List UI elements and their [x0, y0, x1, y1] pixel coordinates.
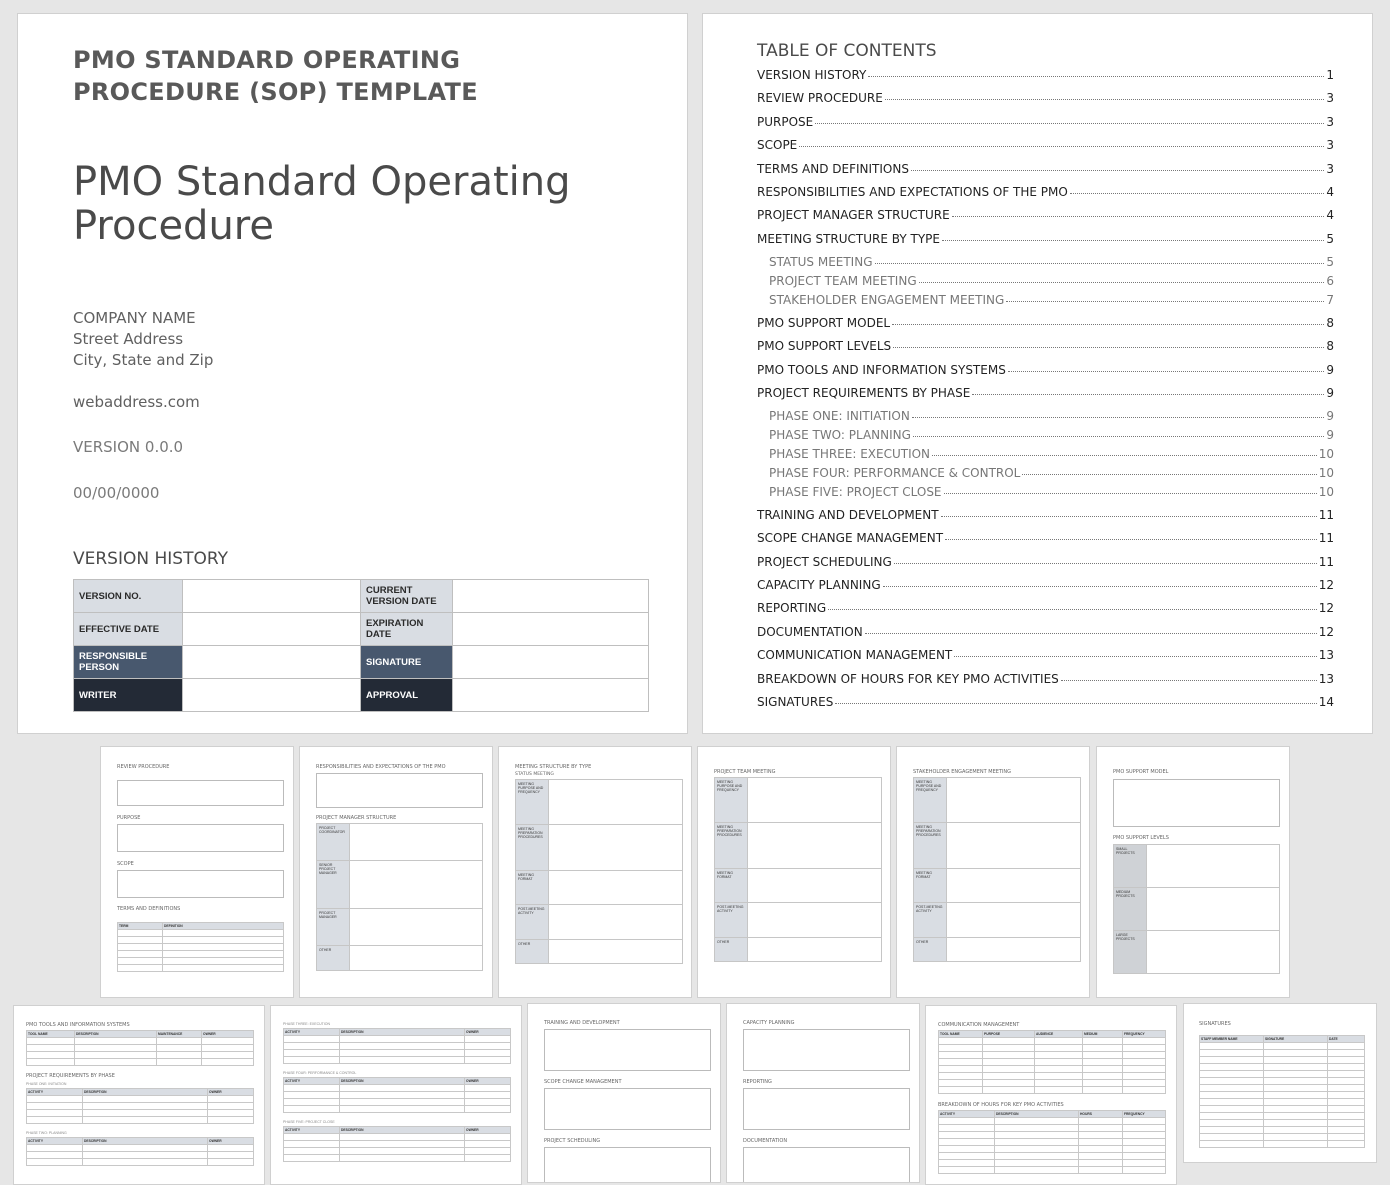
- responsible-person-value[interactable]: [183, 646, 361, 679]
- cover-page: [17, 13, 688, 734]
- toc-dot-leader: [799, 146, 1324, 147]
- toc-entry[interactable]: [757, 339, 1334, 353]
- toc-dot-leader: [913, 436, 1324, 437]
- toc-entry-title: STATUS MEETING: [769, 254, 873, 269]
- thumb-col: DESCRIPTION: [340, 1127, 465, 1134]
- thumbnail-page-5[interactable]: [498, 746, 692, 998]
- toc-entry-title: STAKEHOLDER ENGAGEMENT MEETING: [769, 292, 1005, 307]
- toc-dot-leader: [932, 455, 1317, 456]
- toc-dot-leader: [828, 609, 1317, 610]
- toc-entry-title: PHASE TWO: PLANNING: [769, 427, 911, 442]
- toc-dot-leader: [892, 324, 1324, 325]
- thumb-documentation: DOCUMENTATION: [743, 1138, 788, 1144]
- thumb-scope-change: SCOPE CHANGE MANAGEMENT: [544, 1079, 622, 1085]
- toc-entry-page: 3: [1326, 114, 1334, 129]
- thumb-box: [544, 1088, 711, 1130]
- thumb-box: [544, 1029, 711, 1071]
- thumbnail-page-11[interactable]: [527, 1003, 721, 1183]
- thumb-col: DATE: [1328, 1036, 1365, 1043]
- thumb-capacity: CAPACITY PLANNING: [743, 1020, 795, 1026]
- toc-dot-leader: [911, 170, 1324, 171]
- thumb-status-table: [515, 779, 683, 964]
- responsible-person-label: RESPONSIBLE PERSON: [74, 646, 183, 679]
- toc-entry-page: 4: [1326, 208, 1334, 223]
- toc-entry-page: 9: [1326, 385, 1334, 400]
- thumb-training: TRAINING AND DEVELOPMENT: [544, 1020, 620, 1026]
- toc-entry[interactable]: [757, 91, 1334, 105]
- version-number: VERSION 0.0.0: [73, 438, 184, 456]
- thumb-scheduling: PROJECT SCHEDULING: [544, 1138, 601, 1144]
- toc-entry-title: PROJECT SCHEDULING: [757, 554, 892, 569]
- thumb-pm-structure: PROJECT MANAGER STRUCTURE: [316, 815, 397, 821]
- thumb-col: DESCRIPTION: [83, 1138, 208, 1145]
- toc-dot-leader: [1022, 474, 1316, 475]
- toc-entry-title: PROJECT REQUIREMENTS BY PHASE: [757, 385, 971, 400]
- effective-row: [74, 613, 649, 646]
- toc-entry[interactable]: [757, 274, 1334, 288]
- toc-entry-page: 12: [1318, 601, 1334, 616]
- toc-entry-page: 9: [1326, 427, 1334, 442]
- toc-entry-title: TERMS AND DEFINITIONS: [757, 161, 909, 176]
- toc-entry[interactable]: [757, 601, 1334, 615]
- thumb-row-label: LARGE PROJECTS: [1114, 931, 1147, 974]
- toc-entry[interactable]: [757, 386, 1334, 400]
- toc-entry[interactable]: [757, 363, 1334, 377]
- thumb-col: ACTIVITY: [27, 1089, 83, 1096]
- toc-entry-title: COMMUNICATION MANAGEMENT: [757, 648, 953, 663]
- web-address: webaddress.com: [73, 393, 200, 411]
- document-date: 00/00/0000: [73, 484, 160, 502]
- thumb-row-label: SENIOR PROJECT MANAGER: [317, 860, 350, 908]
- thumb-col: OWNER: [465, 1029, 511, 1036]
- thumb-col: AUDIENCE: [1035, 1031, 1083, 1038]
- toc-page: [702, 13, 1373, 734]
- thumb-phase-two-table: [26, 1137, 254, 1166]
- thumb-row-label: MEETING PREPARATION PROCEDURES: [715, 823, 748, 868]
- toc-dot-leader: [885, 99, 1325, 100]
- toc-entry-page: 12: [1318, 624, 1334, 639]
- toc-entry-page: 10: [1318, 446, 1334, 461]
- toc-dot-leader: [1006, 301, 1324, 302]
- thumb-col: OWNER: [465, 1078, 511, 1085]
- toc-entry-title: REVIEW PROCEDURE: [757, 91, 883, 106]
- thumb-purpose: PURPOSE: [117, 815, 141, 821]
- toc-list: [757, 68, 1334, 709]
- expiration-date-label: EXPIRATION DATE: [361, 613, 453, 646]
- thumb-row-label: MEETING PURPOSE AND FREQUENCY: [914, 778, 947, 823]
- thumb-phase-three-table: [283, 1028, 511, 1064]
- thumb-row-label: OTHER: [317, 945, 350, 970]
- thumb-row-label: MEDIUM PROJECTS: [1114, 888, 1147, 931]
- toc-entry-title: PMO TOOLS AND INFORMATION SYSTEMS: [757, 362, 1006, 377]
- thumb-col: DESCRIPTION: [75, 1031, 157, 1038]
- thumb-box: [316, 773, 483, 808]
- toc-dot-leader: [815, 123, 1324, 124]
- toc-dot-leader: [883, 586, 1317, 587]
- document-title: PMO Standard Operating Procedure: [73, 159, 571, 249]
- toc-entry[interactable]: [757, 115, 1334, 129]
- toc-entry[interactable]: [757, 578, 1334, 592]
- thumb-row-label: OTHER: [715, 937, 748, 961]
- thumb-col: ACTIVITY: [284, 1078, 340, 1085]
- toc-entry-page: 14: [1318, 695, 1334, 710]
- thumb-row-label: MEETING PURPOSE AND FREQUENCY: [715, 778, 748, 823]
- thumbnail-page-4[interactable]: [299, 746, 493, 998]
- thumb-team-table: [714, 777, 882, 962]
- signature-value[interactable]: [453, 646, 649, 679]
- thumb-col: FREQUENCY: [1123, 1031, 1166, 1038]
- toc-heading: TABLE OF CONTENTS: [757, 41, 937, 61]
- toc-entry-page: 6: [1326, 273, 1334, 288]
- toc-entry[interactable]: [757, 648, 1334, 662]
- toc-dot-leader: [945, 539, 1317, 540]
- toc-entry-title: DOCUMENTATION: [757, 624, 863, 639]
- thumb-status-meeting: STATUS MEETING: [515, 772, 554, 777]
- thumb-phase-three: PHASE THREE: EXECUTION: [283, 1022, 331, 1026]
- thumb-row-label: OTHER: [516, 939, 549, 963]
- thumbnail-page-9[interactable]: [13, 1005, 265, 1185]
- toc-entry[interactable]: [757, 625, 1334, 639]
- thumb-phase-four-table: [283, 1077, 511, 1113]
- toc-entry[interactable]: [757, 447, 1334, 461]
- toc-entry-page: 8: [1326, 315, 1334, 330]
- thumbnail-page-10[interactable]: [270, 1005, 522, 1185]
- effective-date-value[interactable]: [183, 613, 361, 646]
- toc-dot-leader: [835, 703, 1316, 704]
- thumb-col: TOOL NAME: [27, 1031, 75, 1038]
- toc-dot-leader: [875, 263, 1325, 264]
- thumb-col: TOOL NAME: [939, 1031, 983, 1038]
- thumbnail-page-12[interactable]: [726, 1003, 920, 1183]
- toc-dot-leader: [942, 240, 1324, 241]
- toc-entry-title: PROJECT TEAM MEETING: [769, 273, 917, 288]
- thumb-req-by-phase: PROJECT REQUIREMENTS BY PHASE: [26, 1073, 115, 1079]
- toc-dot-leader: [952, 216, 1325, 217]
- toc-entry[interactable]: [757, 162, 1334, 176]
- toc-entry-title: VERSION HISTORY: [757, 68, 867, 82]
- thumb-col: DEFINITION: [163, 923, 284, 930]
- thumb-pm-table: [316, 823, 483, 971]
- toc-entry[interactable]: [757, 232, 1334, 246]
- thumb-box: [117, 870, 284, 898]
- thumb-hours: BREAKDOWN OF HOURS FOR KEY PMO ACTIVITIES: [938, 1102, 1064, 1108]
- thumb-support-levels: PMO SUPPORT LEVELS: [1113, 835, 1169, 841]
- thumb-col: OWNER: [208, 1138, 254, 1145]
- thumb-reporting: REPORTING: [743, 1079, 772, 1085]
- toc-entry-title: SCOPE: [757, 138, 798, 153]
- toc-entry[interactable]: [757, 68, 1334, 82]
- toc-entry-page: 13: [1318, 671, 1334, 686]
- toc-entry-page: 12: [1318, 578, 1334, 593]
- thumb-meeting-structure: MEETING STRUCTURE BY TYPE: [515, 764, 592, 770]
- toc-entry-page: 11: [1318, 507, 1334, 522]
- toc-entry[interactable]: [757, 555, 1334, 569]
- signature-label: SIGNATURE: [361, 646, 453, 679]
- toc-entry-title: REPORTING: [757, 601, 827, 616]
- toc-dot-leader: [1061, 680, 1317, 681]
- thumb-box: [743, 1088, 910, 1130]
- thumb-row-label: SMALL PROJECTS: [1114, 845, 1147, 888]
- thumb-row-label: OTHER: [914, 937, 947, 961]
- version-no-value[interactable]: [183, 580, 361, 613]
- writer-label: WRITER: [74, 679, 183, 712]
- toc-dot-leader: [868, 76, 1324, 77]
- toc-dot-leader: [954, 656, 1316, 657]
- toc-dot-leader: [944, 493, 1317, 494]
- writer-value[interactable]: [183, 679, 361, 712]
- toc-entry-page: 9: [1326, 408, 1334, 423]
- thumb-phase-five: PHASE FIVE: PROJECT CLOSE: [283, 1120, 335, 1124]
- toc-entry-page: 10: [1318, 484, 1334, 499]
- thumb-stakeholder-table: [913, 777, 1081, 962]
- thumb-col: MAINTENANCE: [157, 1031, 202, 1038]
- toc-entry-page: 3: [1326, 138, 1334, 153]
- toc-entry-title: PHASE FOUR: PERFORMANCE & CONTROL: [769, 465, 1021, 480]
- thumb-row-label: MEETING PURPOSE AND FREQUENCY: [516, 780, 549, 825]
- thumb-stakeholder-meeting: STAKEHOLDER ENGAGEMENT MEETING: [913, 769, 1012, 775]
- thumb-col: OWNER: [465, 1127, 511, 1134]
- toc-entry-title: SCOPE CHANGE MANAGEMENT: [757, 531, 944, 546]
- toc-entry-page: 11: [1318, 531, 1334, 546]
- toc-dot-leader: [972, 394, 1324, 395]
- expiration-date-value[interactable]: [453, 613, 649, 646]
- thumb-col: ACTIVITY: [27, 1138, 83, 1145]
- thumb-tools-table: [26, 1030, 254, 1066]
- toc-dot-leader: [941, 516, 1317, 517]
- thumb-row-label: POST-MEETING ACTIVITY: [516, 905, 549, 940]
- toc-dot-leader: [894, 563, 1317, 564]
- toc-dot-leader: [919, 282, 1325, 283]
- thumb-row-label: POST-MEETING ACTIVITY: [914, 903, 947, 938]
- thumb-support-table: [1113, 844, 1280, 974]
- responsible-row: [74, 646, 649, 679]
- thumb-col: FREQUENCY: [1123, 1111, 1166, 1118]
- thumb-phase-five-table: [283, 1126, 511, 1162]
- toc-entry-page: 5: [1326, 231, 1334, 246]
- thumb-project-team-meeting: PROJECT TEAM MEETING: [714, 769, 776, 775]
- current-version-date-value[interactable]: [453, 580, 649, 613]
- thumb-phase-one-table: [26, 1088, 254, 1124]
- toc-entry-title: PMO SUPPORT MODEL: [757, 315, 891, 330]
- toc-entry[interactable]: [757, 695, 1334, 709]
- document-heading: PMO STANDARD OPERATING PROCEDURE (SOP) TEMPLATE: [73, 46, 478, 106]
- thumb-row-label: MEETING FORMAT: [914, 868, 947, 903]
- thumb-responsibilities: RESPONSIBILITIES AND EXPECTATIONS OF THE PMO: [316, 764, 446, 770]
- thumb-review-procedure: REVIEW PROCEDURE: [117, 764, 170, 770]
- toc-dot-leader: [1008, 371, 1325, 372]
- thumb-row-label: MEETING PREPARATION PROCEDURES: [516, 825, 549, 870]
- thumb-col: ACTIVITY: [284, 1029, 340, 1036]
- thumb-terms: TERMS AND DEFINITIONS: [117, 906, 181, 912]
- toc-entry[interactable]: [757, 316, 1334, 330]
- toc-entry[interactable]: [757, 485, 1334, 499]
- toc-entry[interactable]: [757, 409, 1334, 423]
- thumb-col: PURPOSE: [983, 1031, 1035, 1038]
- writer-row: [74, 679, 649, 712]
- approval-value[interactable]: [453, 679, 649, 712]
- toc-entry-page: 10: [1318, 465, 1334, 480]
- thumb-col: DESCRIPTION: [83, 1089, 208, 1096]
- toc-entry-title: PURPOSE: [757, 114, 814, 129]
- version-history-table: [73, 579, 649, 712]
- toc-entry[interactable]: [757, 208, 1334, 222]
- thumb-col: OWNER: [202, 1031, 254, 1038]
- toc-entry[interactable]: [757, 508, 1334, 522]
- thumb-communication: COMMUNICATION MANAGEMENT: [938, 1022, 1020, 1028]
- thumb-col: DESCRIPTION: [340, 1029, 465, 1036]
- thumb-phase-two: PHASE TWO: PLANNING: [26, 1131, 67, 1135]
- toc-entry[interactable]: [757, 255, 1334, 269]
- thumb-col: MEDIUM: [1083, 1031, 1123, 1038]
- thumb-tools: PMO TOOLS AND INFORMATION SYSTEMS: [26, 1022, 130, 1028]
- thumbnail-page-3[interactable]: [100, 746, 294, 998]
- thumb-col: DESCRIPTION: [340, 1078, 465, 1085]
- version-no-label: VERSION NO.: [74, 580, 183, 613]
- thumb-support-model: PMO SUPPORT MODEL: [1113, 769, 1169, 775]
- toc-entry-title: PHASE THREE: EXECUTION: [769, 446, 931, 461]
- version-row: [74, 580, 649, 613]
- thumb-scope: SCOPE: [117, 861, 134, 867]
- thumbnail-page-13[interactable]: [925, 1005, 1177, 1185]
- thumb-comm-table: [938, 1030, 1166, 1094]
- toc-entry-page: 8: [1326, 339, 1334, 354]
- current-version-date-label: CURRENT VERSION DATE: [361, 580, 453, 613]
- thumb-col: OWNER: [208, 1089, 254, 1096]
- thumb-col: TERM: [118, 923, 163, 930]
- thumb-row-label: MEETING FORMAT: [516, 870, 549, 905]
- toc-entry[interactable]: [757, 672, 1334, 686]
- toc-entry-title: TRAINING AND DEVELOPMENT: [757, 507, 939, 522]
- thumbnail-page-7[interactable]: [896, 746, 1090, 998]
- thumb-row-label: PROJECT COORDINATOR: [317, 824, 350, 861]
- thumb-row-label: MEETING FORMAT: [715, 868, 748, 903]
- toc-entry[interactable]: [757, 428, 1334, 442]
- toc-entry-title: PMO SUPPORT LEVELS: [757, 339, 892, 354]
- thumb-box: [743, 1147, 910, 1183]
- toc-entry-title: RESPONSIBILITIES AND EXPECTATIONS OF THE PMO: [757, 184, 1068, 199]
- toc-entry-page: 7: [1326, 292, 1334, 307]
- thumb-row-label: POST-MEETING ACTIVITY: [715, 903, 748, 938]
- toc-entry-title: BREAKDOWN OF HOURS FOR KEY PMO ACTIVITIES: [757, 671, 1059, 686]
- toc-entry-page: 13: [1318, 648, 1334, 663]
- toc-entry-page: 1: [1326, 68, 1334, 82]
- toc-entry[interactable]: [757, 185, 1334, 199]
- toc-entry-page: 3: [1326, 161, 1334, 176]
- toc-dot-leader: [893, 347, 1324, 348]
- company-name: COMPANY NAME: [73, 309, 196, 327]
- toc-entry-title: PHASE FIVE: PROJECT CLOSE: [769, 484, 942, 499]
- toc-entry-title: CAPACITY PLANNING: [757, 578, 881, 593]
- thumb-col: HOURS: [1079, 1111, 1123, 1118]
- thumb-col: DESCRIPTION: [995, 1111, 1079, 1118]
- thumb-box: [1113, 779, 1280, 827]
- thumb-box: [544, 1147, 711, 1183]
- thumb-col: STAFF MEMBER NAME: [1200, 1036, 1264, 1043]
- thumbnail-page-6[interactable]: [697, 746, 891, 998]
- toc-entry-title: MEETING STRUCTURE BY TYPE: [757, 231, 940, 246]
- thumb-row-label: MEETING PREPARATION PROCEDURES: [914, 823, 947, 868]
- effective-date-label: EFFECTIVE DATE: [74, 613, 183, 646]
- thumb-col: ACTIVITY: [284, 1127, 340, 1134]
- approval-label: APPROVAL: [361, 679, 453, 712]
- thumb-box: [117, 824, 284, 852]
- thumb-hours-table: [938, 1110, 1166, 1174]
- toc-entry[interactable]: [757, 531, 1334, 545]
- thumb-phase-four: PHASE FOUR: PERFORMANCE & CONTROL: [283, 1071, 357, 1075]
- toc-entry-title: PHASE ONE: INITIATION: [769, 408, 910, 423]
- thumb-terms-table: [117, 922, 284, 972]
- version-history-heading: VERSION HISTORY: [73, 549, 228, 569]
- toc-entry-page: 3: [1326, 91, 1334, 106]
- toc-entry[interactable]: [757, 138, 1334, 152]
- thumbnail-page-14[interactable]: [1183, 1003, 1377, 1163]
- thumb-box: [743, 1029, 910, 1071]
- toc-entry-page: 11: [1318, 554, 1334, 569]
- thumbnail-page-8[interactable]: [1096, 746, 1290, 998]
- thumb-signatures-table: [1199, 1035, 1365, 1148]
- toc-entry[interactable]: [757, 466, 1334, 480]
- toc-entry-page: 4: [1326, 184, 1334, 199]
- thumb-col: SIGNATURE: [1264, 1036, 1328, 1043]
- toc-dot-leader: [865, 633, 1317, 634]
- toc-entry-page: 9: [1326, 362, 1334, 377]
- toc-dot-leader: [912, 417, 1325, 418]
- toc-entry-page: 5: [1326, 254, 1334, 269]
- thumb-col: ACTIVITY: [939, 1111, 995, 1118]
- toc-entry-title: SIGNATURES: [757, 695, 834, 710]
- street-address: Street Address: [73, 330, 184, 348]
- thumb-row-label: PROJECT MANAGER: [317, 908, 350, 945]
- thumb-signatures: SIGNATURES: [1199, 1021, 1231, 1027]
- toc-entry-title: PROJECT MANAGER STRUCTURE: [757, 208, 950, 223]
- toc-entry[interactable]: [757, 293, 1334, 307]
- thumb-phase-one: PHASE ONE: INITIATION: [26, 1082, 67, 1086]
- toc-dot-leader: [1070, 193, 1325, 194]
- city-state-zip: City, State and Zip: [73, 351, 214, 369]
- thumb-box: [117, 780, 284, 806]
